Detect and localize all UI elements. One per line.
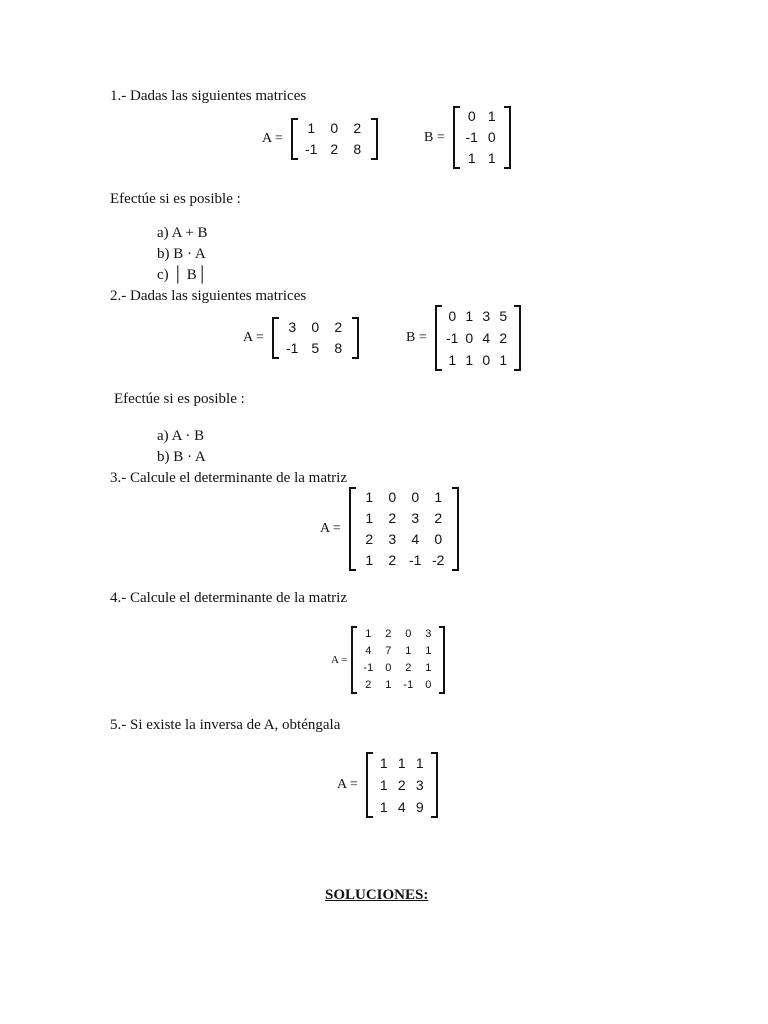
problem-5-heading: 5.- Si existe la inversa de A, obténgala [110,717,341,733]
matrix-cell: 1 [385,679,392,691]
problem-1-instruction: Efectúe si es posible : [110,191,241,207]
matrix-cell: 1 [365,510,374,526]
matrix-cell: 1 [465,308,474,324]
matrix-cell: 0 [388,489,397,505]
matrix-cell: 1 [379,777,388,793]
matrix-cell: 0 [330,120,339,136]
matrix-cell: 1 [487,150,496,166]
problem-3-matrix-a [320,487,459,571]
matrix-cell: 3 [425,628,432,640]
matrix-cell: 2 [330,141,339,157]
matrix-cell: 0 [434,531,443,547]
matrix-a-grid [366,752,438,818]
matrix-cell: 3 [288,319,297,335]
matrix-cell: 1 [425,662,432,674]
matrix-cell: 8 [334,340,343,356]
matrix-cell: 0 [385,662,392,674]
matrix-cell: 1 [307,120,316,136]
problem-1-item-b: b) B · A [157,246,206,262]
solutions-title: SOLUCIONES: [325,887,429,903]
matrix-cell: 3 [411,510,420,526]
matrix-b-grid [435,305,521,371]
matrix-cell: 1 [487,108,496,124]
matrix-cell: 4 [482,330,491,346]
matrix-a-grid [272,317,359,359]
matrix-cell: 2 [499,330,508,346]
problem-3-heading: 3.- Calcule el determinante de la matriz [110,470,347,486]
matrix-b-grid [453,106,511,169]
matrix-cell: 2 [388,510,397,526]
matrix-cell: 0 [448,308,457,324]
matrix-label: A = [243,330,264,345]
matrix-cell: 2 [397,777,406,793]
matrix-cell: 1 [425,645,432,657]
matrix-cell: 0 [411,489,420,505]
matrix-cell: 1 [415,755,424,771]
matrix-cell: 7 [385,645,392,657]
matrix-cell: 3 [415,777,424,793]
matrix-cell: 1 [365,628,372,640]
matrix-cell: -1 [286,340,299,356]
problem-2-matrix-b [406,305,521,371]
matrix-cell: 8 [353,141,362,157]
matrix-cell: 2 [405,662,412,674]
problem-1-item-c: c) │ B│ [157,267,208,283]
matrix-cell: 1 [379,755,388,771]
problem-2-matrix-a [243,317,359,359]
matrix-cell: 2 [353,120,362,136]
matrix-cell: 3 [388,531,397,547]
problem-5-matrix-a [337,752,438,818]
matrix-cell: -1 [363,662,374,674]
matrix-cell: 1 [465,352,474,368]
matrix-cell: 2 [388,552,397,568]
matrix-label: B = [406,330,427,345]
problem-4-heading: 4.- Calcule el determinante de la matriz [110,590,347,606]
matrix-cell: 0 [467,108,476,124]
matrix-cell: 4 [397,799,406,815]
matrix-cell: 0 [487,129,496,145]
matrix-cell: 1 [379,799,388,815]
matrix-cell: 2 [334,319,343,335]
matrix-cell: 1 [365,552,374,568]
matrix-cell: 2 [365,531,374,547]
matrix-cell: -1 [305,141,318,157]
problem-1-heading: 1.- Dadas las siguientes matrices [110,88,307,104]
matrix-cell: 0 [405,628,412,640]
matrix-cell: 1 [448,352,457,368]
problem-1-matrix-b [424,106,511,169]
matrix-cell: 2 [365,679,372,691]
problem-2-instruction: Efectúe si es posible : [114,391,245,407]
matrix-cell: 4 [365,645,372,657]
matrix-a-grid [351,626,445,694]
problem-1-item-a: a) A + B [157,225,208,241]
matrix-cell: 5 [311,340,320,356]
matrix-cell: -1 [403,679,414,691]
matrix-cell: 2 [434,510,443,526]
matrix-cell: 1 [434,489,443,505]
matrix-cell: 0 [465,330,474,346]
problem-2-item-b: b) B · A [157,449,206,465]
matrix-cell: 5 [499,308,508,324]
matrix-cell: 1 [405,645,412,657]
matrix-label: A = [331,654,348,666]
matrix-cell: 1 [499,352,508,368]
matrix-cell: 0 [425,679,432,691]
matrix-cell: -1 [465,129,478,145]
matrix-cell: -2 [432,552,445,568]
matrix-cell: 4 [411,531,420,547]
problem-2-item-a: a) A · B [157,428,205,444]
problem-4-matrix-a [331,626,445,694]
matrix-cell: 1 [467,150,476,166]
matrix-cell: 0 [311,319,320,335]
matrix-a-grid [349,487,459,571]
matrix-cell: 3 [482,308,491,324]
problem-1-matrix-a [262,118,378,160]
matrix-label: A = [320,521,341,536]
problem-2-heading: 2.- Dadas las siguientes matrices [110,288,307,304]
matrix-label: A = [337,777,358,792]
matrix-cell: 1 [397,755,406,771]
matrix-label: A = [262,131,283,146]
matrix-cell: -1 [446,330,459,346]
matrix-a-grid [291,118,378,160]
matrix-cell: -1 [409,552,422,568]
matrix-label: B = [424,129,445,145]
matrix-cell: 9 [415,799,424,815]
matrix-cell: 1 [365,489,374,505]
matrix-cell: 0 [482,352,491,368]
matrix-cell: 2 [385,628,392,640]
